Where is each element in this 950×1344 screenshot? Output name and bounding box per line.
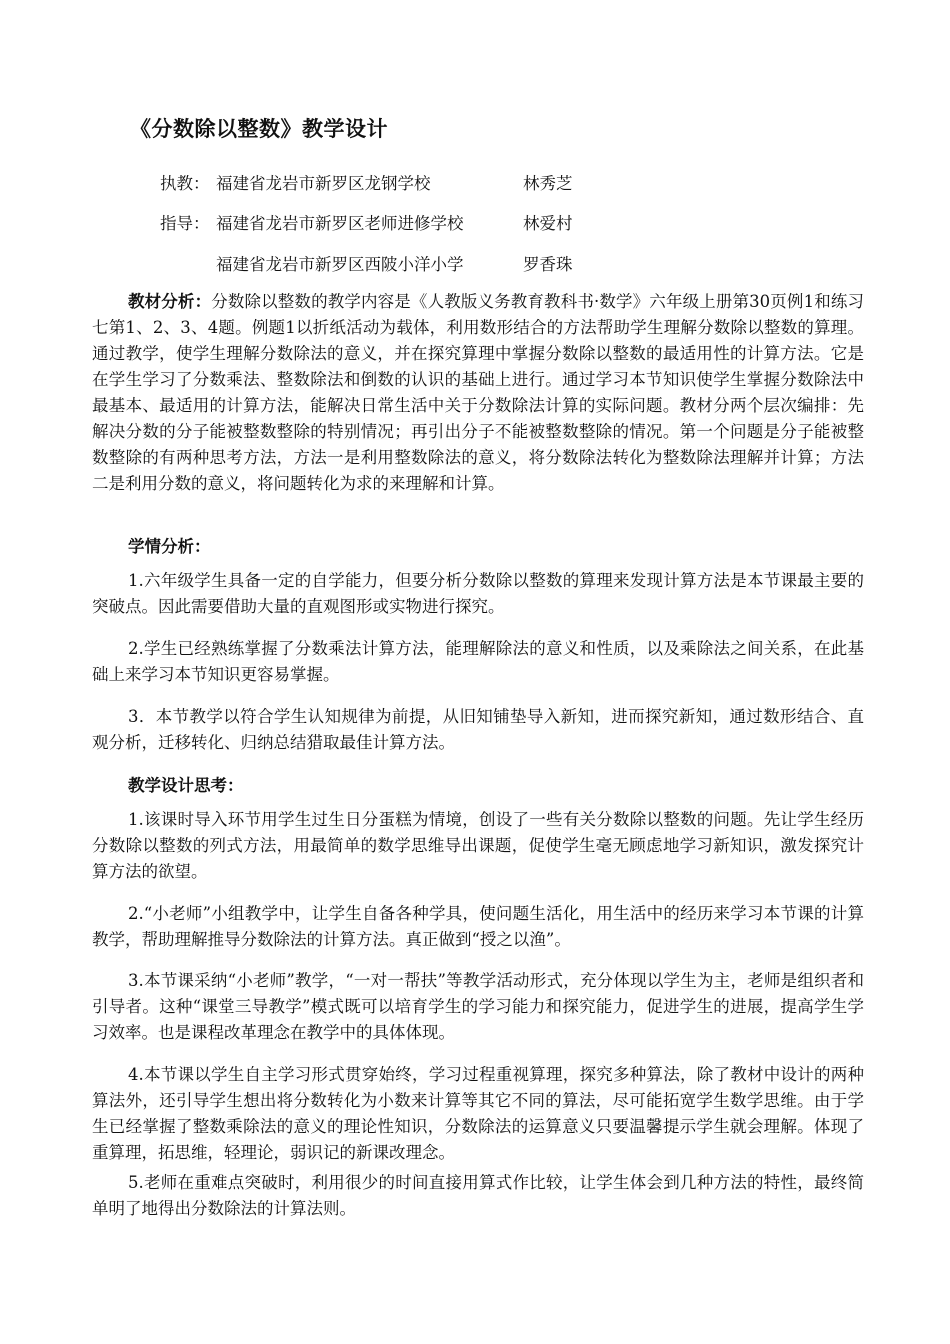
author-label: 指导： (160, 214, 210, 233)
author-org: 福建省龙岩市新罗区老师进修学校 (216, 214, 464, 233)
author-line-advisor-2 (216, 251, 573, 275)
design-thinking-heading: 教学设计思考： (128, 776, 244, 795)
material-analysis-heading: 教材分析： (128, 292, 212, 311)
design-thinking-item: 2.“小老师”小组教学中，让学生自备各种学具，使问题生活化，用生活中的经历来学习本节课的计算教学，帮助理解推导分数除法的计算方法。真正做到“授之以渔”。 (92, 904, 864, 949)
learner-analysis-item: 3．本节教学以符合学生认知规律为前提，从旧知铺垫导入新知，进而探究新知，通过数形结合、直观分析，迁移转化、归纳总结猎取最佳计算方法。 (92, 707, 864, 752)
author-name: 林秀芝 (523, 174, 573, 193)
document-title: 《分数除以整数》教学设计 (130, 117, 388, 141)
design-thinking-item: 1.该课时导入环节用学生过生日分蛋糕为情境，创设了一些有关分数除以整数的问题。先让学生经历分数除以整数的列式方法，用最简单的数学思维导出课题，促使学生毫无顾虑地学习新知识，激发探究计算方法的欲望。 (92, 810, 864, 881)
author-line-teacher (160, 170, 573, 194)
author-org: 福建省龙岩市新罗区龙钢学校 (216, 174, 431, 193)
design-thinking-item: 3.本节课采纳“小老师”教学，“一对一帮扶”等教学活动形式，充分体现以学生为主，老师是组织者和引导者。这种“课堂三导教学”模式既可以培育学生的学习能力和探究能力，促进学生的进展，提高学生学习效率。也是课程改革理念在教学中的具体体现。 (92, 971, 864, 1042)
author-line-advisor (160, 210, 573, 234)
author-name: 罗香珠 (523, 255, 573, 274)
learner-analysis-item: 1.六年级学生具备一定的自学能力，但要分析分数除以整数的算理来发现计算方法是本节课最主要的突破点。因此需要借助大量的直观图形或实物进行探究。 (92, 571, 864, 616)
design-thinking-item: 5.老师在重难点突破时，利用很少的时间直接用算式作比较，让学生体会到几种方法的特性，最终简单明了地得出分数除法的计算法则。 (92, 1173, 864, 1218)
material-analysis-text: 分数除以整数的教学内容是《人教版义务教育教科书·数学》六年级上册第30页例1和练习七第1、2、3、4题。例题1以折纸活动为载体，利用数形结合的方法帮助学生理解分数除以整数的算理。通过教学，使学生理解分数除法的意义，并在探究算理中掌握分数除以整数的最适用性的计算方法。它是在学生学习了分数乘法、整数除法和倒数的认识的基础上进行。通过学习本节知识使学生掌握分数除法中最基本、最适用的计算方法，能解决日常生活中关于分数除法计算的实际问题。教材分两个层次编排：先解决分数的分子能被整数整除的特别情况；再引出分子不能被整数整除的情况。第一个问题是分子能被整数整除的有两种思考方法，方法一是利用整数除法的意义，将分数除法转化为整数除法理解并计算；方法二是利用分数的意义，将问题转化为求的来理解和计算。 (92, 292, 864, 493)
author-name: 林爱村 (523, 214, 573, 233)
material-analysis-section (92, 289, 864, 497)
learner-analysis-item: 2.学生已经熟练掌握了分数乘法计算方法，能理解除法的意义和性质，以及乘除法之间关系，在此基础上来学习本节知识更容易掌握。 (92, 639, 864, 684)
learner-analysis-heading: 学情分析： (128, 537, 211, 556)
material-analysis-paragraph (92, 289, 864, 497)
author-label: 执教： (160, 174, 210, 193)
author-org: 福建省龙岩市新罗区西陂小洋小学 (216, 255, 464, 274)
design-thinking-item: 4.本节课以学生自主学习形式贯穿始终，学习过程重视算理，探究多种算法，除了教材中设计的两种算法外，还引导学生想出将分数转化为小数来计算等其它不同的算法，尽可能拓宽学生数学思维。由于学生已经掌握了整数乘除法的意义的理论性知识，分数除法的运算意义只要温馨提示学生就会理解。体现了重算理，拓思维，轻理论，弱识记的新课改理念。 (92, 1065, 864, 1162)
